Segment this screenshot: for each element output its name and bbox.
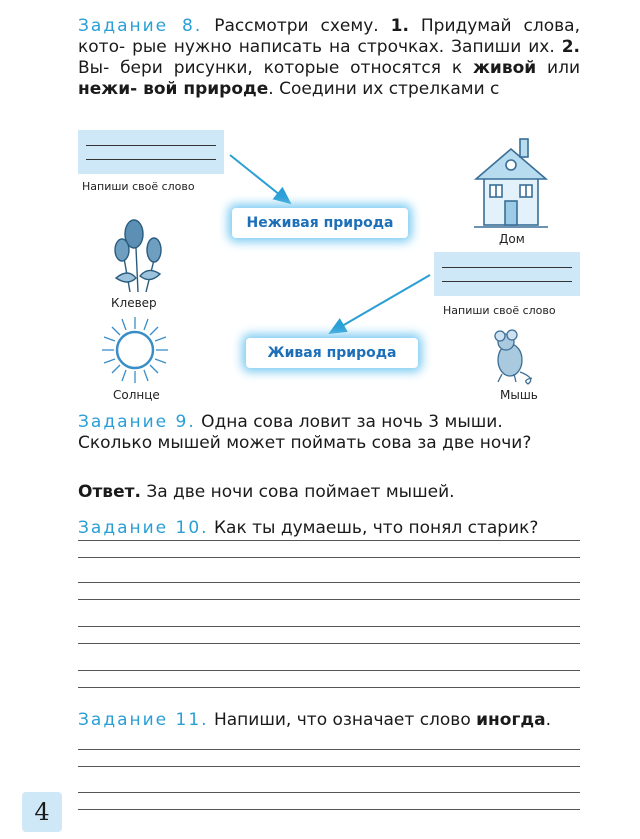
writing-line[interactable] (78, 749, 580, 750)
task11-bold-word: иногда (476, 710, 546, 730)
sun-caption: Солнце (113, 388, 160, 402)
task9-paragraph (78, 412, 580, 454)
clover-caption: Клевер (111, 296, 157, 310)
task8-bold-nonliving: нежи- вой природе (78, 79, 269, 99)
task8-n1: 1. (390, 16, 409, 36)
writing-line[interactable] (78, 599, 580, 600)
writing-line[interactable] (78, 670, 580, 671)
answer-line-text (78, 482, 580, 503)
sun-icon[interactable] (100, 315, 170, 385)
mouse-caption: Мышь (500, 388, 538, 402)
task8-text5: . Соедини их стрелками с (268, 79, 500, 99)
arrow-to-nonliving (230, 155, 290, 203)
task11-title: Задание 11. (78, 710, 209, 730)
task10-paragraph (78, 518, 580, 539)
task11-end: . (545, 710, 551, 730)
writing-line[interactable] (78, 540, 580, 541)
task11-text: Напиши, что означает слово (213, 710, 471, 730)
task8-bold-living: живой (473, 58, 537, 78)
writing-line[interactable] (78, 582, 580, 583)
page-number: 4 (22, 792, 62, 832)
task8-title: Задание 8. (78, 16, 203, 36)
clover-icon[interactable] (108, 208, 168, 292)
house-icon[interactable] (470, 135, 552, 230)
task9-text: Одна сова ловит за ночь 3 мыши. Сколько мышей может поймать сова за две ночи? (78, 412, 532, 453)
task11-paragraph (78, 710, 580, 731)
nonliving-nature-label: Неживая природа (232, 208, 408, 238)
house-caption: Дом (499, 232, 525, 246)
task9-title: Задание 9. (78, 412, 196, 432)
answer-label: Ответ. (78, 482, 141, 502)
write-word-caption-left: Напиши своё слово (82, 180, 195, 193)
living-nature-label: Живая природа (246, 338, 418, 368)
write-word-caption-right: Напиши своё слово (443, 304, 556, 317)
task8-text1: Рассмотри схему. (214, 16, 379, 36)
task8-text4: или (547, 58, 581, 78)
writing-line[interactable] (78, 792, 580, 793)
task8-text3: Вы- бери рисунки, которые относятся к (78, 58, 463, 78)
task8-text2: Придумай слова, кото- рые нужно написать на строчках. Запиши их. (78, 16, 581, 57)
task10-title: Задание 10. (78, 518, 209, 538)
task10-text: Как ты думаешь, что понял старик? (213, 518, 539, 538)
writing-line[interactable] (78, 766, 580, 767)
writing-line[interactable] (78, 687, 580, 688)
writing-line[interactable] (78, 643, 580, 644)
writing-line[interactable] (78, 557, 580, 558)
answer-text: За две ночи сова поймает мышей. (146, 482, 455, 502)
mouse-icon[interactable] (480, 328, 540, 386)
task8-n2: 2. (561, 37, 581, 57)
writing-line[interactable] (78, 626, 580, 627)
arrow-to-living (330, 275, 430, 333)
writing-line[interactable] (78, 809, 580, 810)
